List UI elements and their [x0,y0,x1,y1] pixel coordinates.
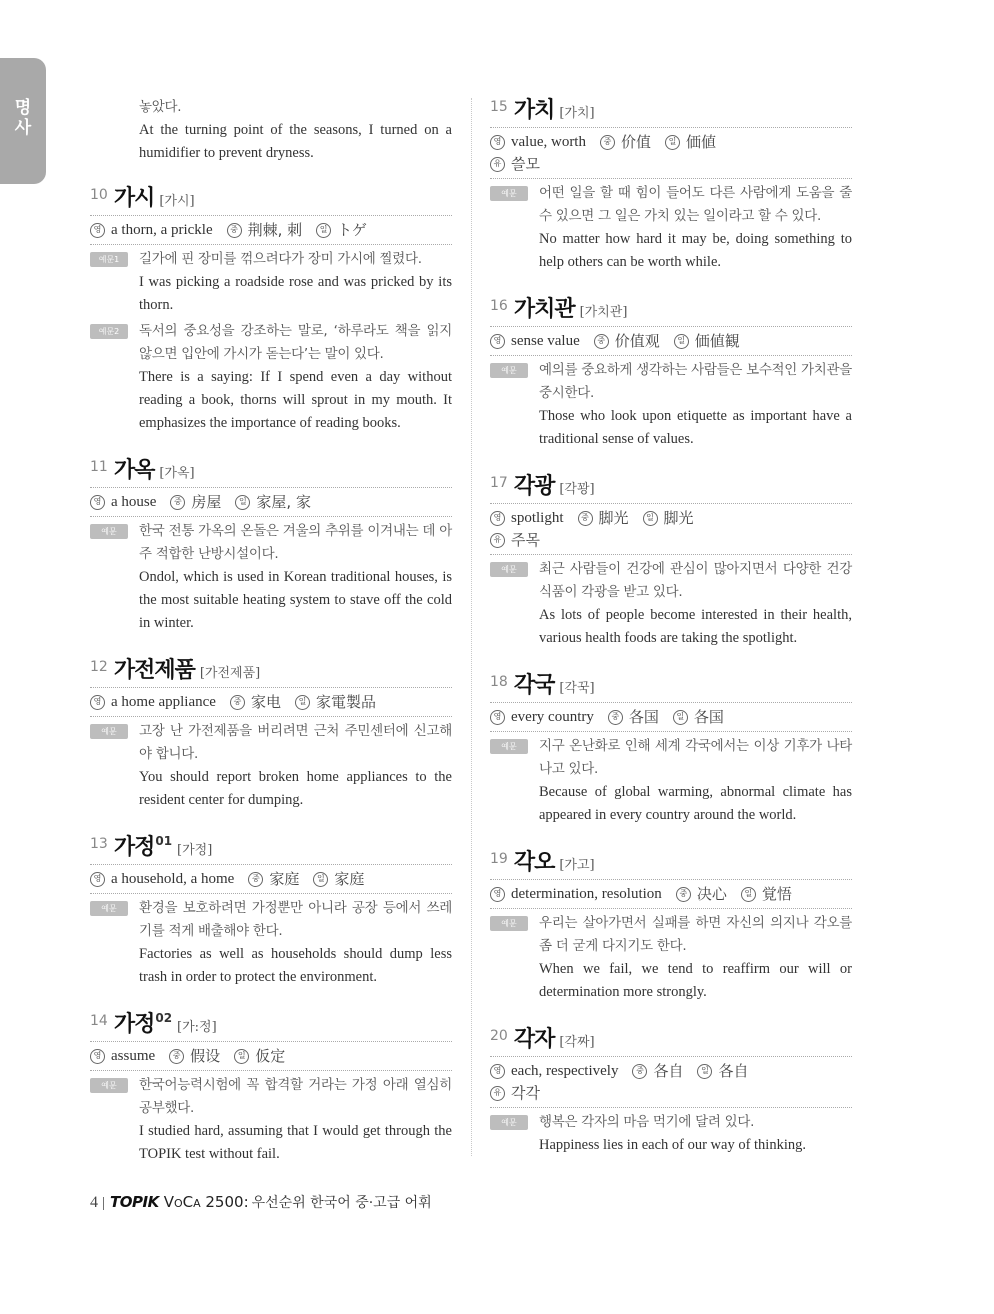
meaning-text: 脚光 [598,509,629,527]
lang-english-icon: 영 [490,887,505,902]
vocab-entry [90,453,452,635]
example-label-badge: 예문 [490,916,528,931]
continued-example [90,96,452,165]
meaning-text: 荆棘, 刺 [247,221,303,239]
meaning-text: 价值 [620,133,651,151]
series-title: VoCa 2500: [163,1193,249,1211]
example-label-badge: 예문 [90,724,128,739]
example-korean: 놓았다. [139,99,182,115]
page-footer [90,1192,432,1212]
headword: 각국 [513,673,555,698]
meaning-text: 家電製品 [315,693,376,711]
meaning-row [90,868,452,890]
section-tab-label-1: 명 [14,98,32,118]
meaning-row [90,1045,452,1067]
meaning-text: 覚悟 [761,885,792,903]
lang-english-icon: 영 [90,1049,105,1064]
section-tab-label-2: 사 [14,118,32,138]
meanings-block [90,865,452,894]
example-sentence [90,520,452,635]
vocab-entry [90,830,452,989]
vocab-entry [490,469,852,650]
meaning-text: 家庭 [334,870,365,888]
left-column [90,90,452,1166]
meanings-block [490,128,852,179]
homonym-number: 02 [155,1011,173,1025]
example-sentence [90,720,452,812]
example-sentence [490,912,852,1004]
example-english: At the turning point of the seasons, I turned on a humidifier to prevent dryness. [139,122,452,161]
entry-headline [90,830,452,865]
meaning-text: 各国 [693,708,724,726]
lang-english-icon: 영 [490,135,505,150]
example-korean: 행복은 각자의 마음 먹기에 달려 있다. [539,1114,755,1130]
pronunciation: [가고] [559,858,595,873]
vocab-entry [90,181,452,435]
example-korean: 길가에 핀 장미를 꺾으려다가 장미 가시에 찔렸다. [139,251,422,267]
entry-headline [490,469,852,504]
example-english: Those who look upon etiquette as important have a traditional sense of values. [539,408,852,447]
meaning-row [90,491,452,513]
entry-headline [490,292,852,327]
meaning-row [490,883,852,905]
example-sentence [90,897,452,989]
example-label-badge: 예문 [490,739,528,754]
meaning-text: 家屋, 家 [256,493,311,511]
meanings-block [490,703,852,732]
example-english: No matter how hard it may be, doing something to help others can be worth while. [539,231,852,270]
lang-japanese-icon: 일 [643,511,658,526]
example-label-badge: 예문 [490,562,528,577]
vocab-entry [490,668,852,827]
meaning-text: 각각 [511,1084,540,1102]
lang-chinese-icon: 중 [608,710,623,725]
example-korean: 한국어능력시험에 꼭 합격할 거라는 가정 아래 열심히 공부했다. [139,1077,452,1116]
meaning-row [490,529,852,551]
lang-japanese-icon: 일 [295,695,310,710]
headword: 가정 [113,835,155,860]
meaning-text: sense value [511,333,580,349]
meaning-text: a house [111,494,157,510]
headword: 가전제품 [113,658,195,683]
meaning-text: value, worth [511,134,586,150]
entry-number: 13 [90,836,108,852]
pronunciation: [가:정] [177,1020,217,1035]
lang-chinese-icon: 중 [578,511,593,526]
meaning-text: 家电 [250,693,281,711]
entry-number: 14 [90,1013,108,1029]
meanings-block [490,1057,852,1108]
lang-chinese-icon: 중 [230,695,245,710]
lang-synonym-icon: 유 [490,1086,505,1101]
example-korean: 어떤 일을 할 때 힘이 들어도 다른 사람에게 도움을 줄 수 있으면 그 일은 가치 있는 일이라고 할 수 있다. [539,185,852,224]
meaning-text: 쓸모 [511,155,540,173]
meaning-text: assume [111,1048,156,1064]
meaning-row [90,691,452,713]
entry-headline [90,653,452,688]
column-divider [471,98,472,1156]
pronunciation: [각꽝] [559,482,595,497]
lang-chinese-icon: 중 [248,872,263,887]
meanings-block [90,216,452,245]
example-english: When we fail, we tend to reaffirm our will or determination more strongly. [539,961,852,1000]
lang-chinese-icon: 중 [169,1049,184,1064]
entry-headline [490,93,852,128]
lang-english-icon: 영 [490,1064,505,1079]
headword: 각자 [513,1027,555,1052]
meaning-text: トゲ [337,221,367,239]
lang-japanese-icon: 일 [741,887,756,902]
lang-chinese-icon: 중 [600,135,615,150]
entry-number: 18 [490,674,508,690]
meaning-text: 脚光 [663,509,694,527]
lang-chinese-icon: 중 [227,223,242,238]
lang-english-icon: 영 [90,495,105,510]
entry-number: 19 [490,851,508,867]
meaning-text: 仮定 [255,1047,286,1065]
lang-synonym-icon: 유 [490,157,505,172]
pronunciation: [가전제품] [199,666,261,681]
headword: 가치관 [513,297,575,322]
meaning-text: determination, resolution [511,886,662,902]
brand-logo: TOPIK [110,1193,159,1211]
vocab-entry [90,653,452,812]
entry-number: 15 [490,99,508,115]
lang-english-icon: 영 [490,511,505,526]
vocab-entry [490,93,852,274]
meaning-text: 各自 [718,1062,749,1080]
example-korean: 예의를 중요하게 생각하는 사람들은 보수적인 가치관을 중시한다. [539,362,852,401]
example-english: As lots of people become interested in their health, various health foods are taking the spotlight. [539,607,852,646]
example-label-badge: 예문 [490,186,528,201]
meaning-text: 各自 [653,1062,684,1080]
lang-chinese-icon: 중 [594,334,609,349]
entry-headline [90,1007,452,1042]
meanings-block [490,327,852,356]
meaning-text: 价值观 [614,332,660,350]
example-korean: 고장 난 가전제품을 버리려면 근처 주민센터에 신고해야 합니다. [139,723,452,762]
entry-headline [90,181,452,216]
meanings-block [490,880,852,909]
meaning-text: a home appliance [111,694,216,710]
entry-number: 12 [90,659,108,675]
book-subtitle: 우선순위 한국어 중·고급 어휘 [251,1195,432,1211]
homonym-number: 01 [155,834,173,848]
example-label-badge: 예문 [490,363,528,378]
example-korean: 우리는 살아가면서 실패를 하면 자신의 의지나 각오를 좀 더 굳게 다지기도 한다. [539,915,852,954]
footer-separator: | [102,1195,106,1211]
lang-chinese-icon: 중 [632,1064,647,1079]
vocab-entry [90,1007,452,1166]
page-number: 4 [90,1194,98,1211]
pronunciation: [가시] [159,194,195,209]
headword: 가치 [513,98,555,123]
meanings-block [490,504,852,555]
meaning-text: 価値観 [694,332,740,350]
entry-number: 11 [90,459,108,475]
meaning-row [90,219,452,241]
example-korean: 독서의 중요성을 강조하는 말로, ‘하루라도 책을 읽지 않으면 입안에 가시가 돋는다’는 말이 있다. [139,323,452,362]
example-korean: 최근 사람들이 건강에 관심이 많아지면서 다양한 건강식품이 각광을 받고 있다. [539,561,852,600]
meaning-text: 家庭 [269,870,300,888]
meaning-text: 주목 [511,531,540,549]
lang-japanese-icon: 일 [316,223,331,238]
meaning-row [490,153,852,175]
example-sentence [90,1074,452,1166]
lang-japanese-icon: 일 [235,495,250,510]
pronunciation: [가옥] [159,466,195,481]
vocab-entry [490,845,852,1004]
vocab-entry [490,1022,852,1157]
lang-japanese-icon: 일 [313,872,328,887]
example-korean: 한국 전통 가옥의 온돌은 겨울의 추위를 이겨내는 데 아주 적합한 난방시설이다. [139,523,452,562]
meanings-block [90,488,452,517]
headword: 가시 [113,186,155,211]
example-korean: 환경을 보호하려면 가정뿐만 아니라 공장 등에서 쓰레기를 적게 배출해야 한다. [139,900,452,939]
meaning-text: 假设 [190,1047,221,1065]
example-english: Ondol, which is used in Korean traditional houses, is the most suitable heating system to stave off the cold in winter. [139,569,452,631]
pronunciation: [가치] [559,106,595,121]
meaning-text: a thorn, a prickle [111,222,213,238]
right-column [490,93,852,1157]
meaning-text: 决心 [696,885,727,903]
headword: 각광 [513,474,555,499]
example-sentence [490,182,852,274]
example-korean: 지구 온난화로 인해 세계 각국에서는 이상 기후가 나타나고 있다. [539,738,852,777]
meaning-row [490,1082,852,1104]
lang-english-icon: 영 [490,334,505,349]
lang-japanese-icon: 일 [234,1049,249,1064]
example-sentence [90,320,452,435]
meaning-row [490,507,852,529]
example-label-badge: 예문2 [90,324,128,339]
example-english: Because of global warming, abnormal climate has appeared in every country around the world. [539,784,852,823]
headword: 가정 [113,1012,155,1037]
entry-number: 17 [490,475,508,491]
meaning-row [490,131,852,153]
meaning-text: a household, a home [111,871,235,887]
lang-english-icon: 영 [490,710,505,725]
example-sentence [90,248,452,317]
meaning-text: each, respectively [511,1063,619,1079]
meaning-text: spotlight [511,510,564,526]
pronunciation: [가치관] [579,305,628,320]
meanings-block [90,688,452,717]
pronunciation: [각짜] [559,1035,595,1050]
lang-chinese-icon: 중 [170,495,185,510]
example-english: Factories as well as households should dump less trash in order to protect the environment. [139,946,452,985]
lang-synonym-icon: 유 [490,533,505,548]
example-sentence [490,558,852,650]
meaning-text: every country [511,709,594,725]
meaning-row [490,330,852,352]
lang-japanese-icon: 일 [697,1064,712,1079]
lang-japanese-icon: 일 [673,710,688,725]
meaning-text: 価値 [686,133,717,151]
entry-number: 20 [490,1028,508,1044]
lang-chinese-icon: 중 [676,887,691,902]
entry-headline [90,453,452,488]
example-english: There is a saying: If I spend even a day without reading a book, thorns will sprout in my mouth. It emphasizes the importance of reading books. [139,369,452,431]
lang-english-icon: 영 [90,872,105,887]
lang-japanese-icon: 일 [665,135,680,150]
lang-english-icon: 영 [90,223,105,238]
example-english: You should report broken home appliances to the resident center for dumping. [139,769,452,808]
headword: 가옥 [113,458,155,483]
entry-number: 10 [90,187,108,203]
example-english: I studied hard, assuming that I would get through the TOPIK test without fail. [139,1123,452,1162]
entry-headline [490,668,852,703]
pronunciation: [가정] [177,843,213,858]
lang-japanese-icon: 일 [674,334,689,349]
entry-headline [490,845,852,880]
example-english: Happiness lies in each of our way of thinking. [539,1137,806,1153]
example-label-badge: 예문 [490,1115,528,1130]
example-label-badge: 예문 [90,1078,128,1093]
example-label-badge: 예문1 [90,252,128,267]
meaning-row [490,1060,852,1082]
example-english: I was picking a roadside rose and was pricked by its thorn. [139,274,452,313]
section-tab-noun [0,58,46,184]
meaning-text: 各国 [628,708,659,726]
example-label-badge: 예문 [90,524,128,539]
meaning-row [490,706,852,728]
example-sentence [490,735,852,827]
vocab-entry [490,292,852,451]
example-label-badge: 예문 [90,901,128,916]
example-sentence [490,359,852,451]
meanings-block [90,1042,452,1071]
headword: 각오 [513,850,555,875]
entry-number: 16 [490,298,508,314]
example-sentence [490,1111,852,1157]
pronunciation: [각꾹] [559,681,595,696]
meaning-text: 房屋 [191,493,222,511]
lang-english-icon: 영 [90,695,105,710]
entry-headline [490,1022,852,1057]
